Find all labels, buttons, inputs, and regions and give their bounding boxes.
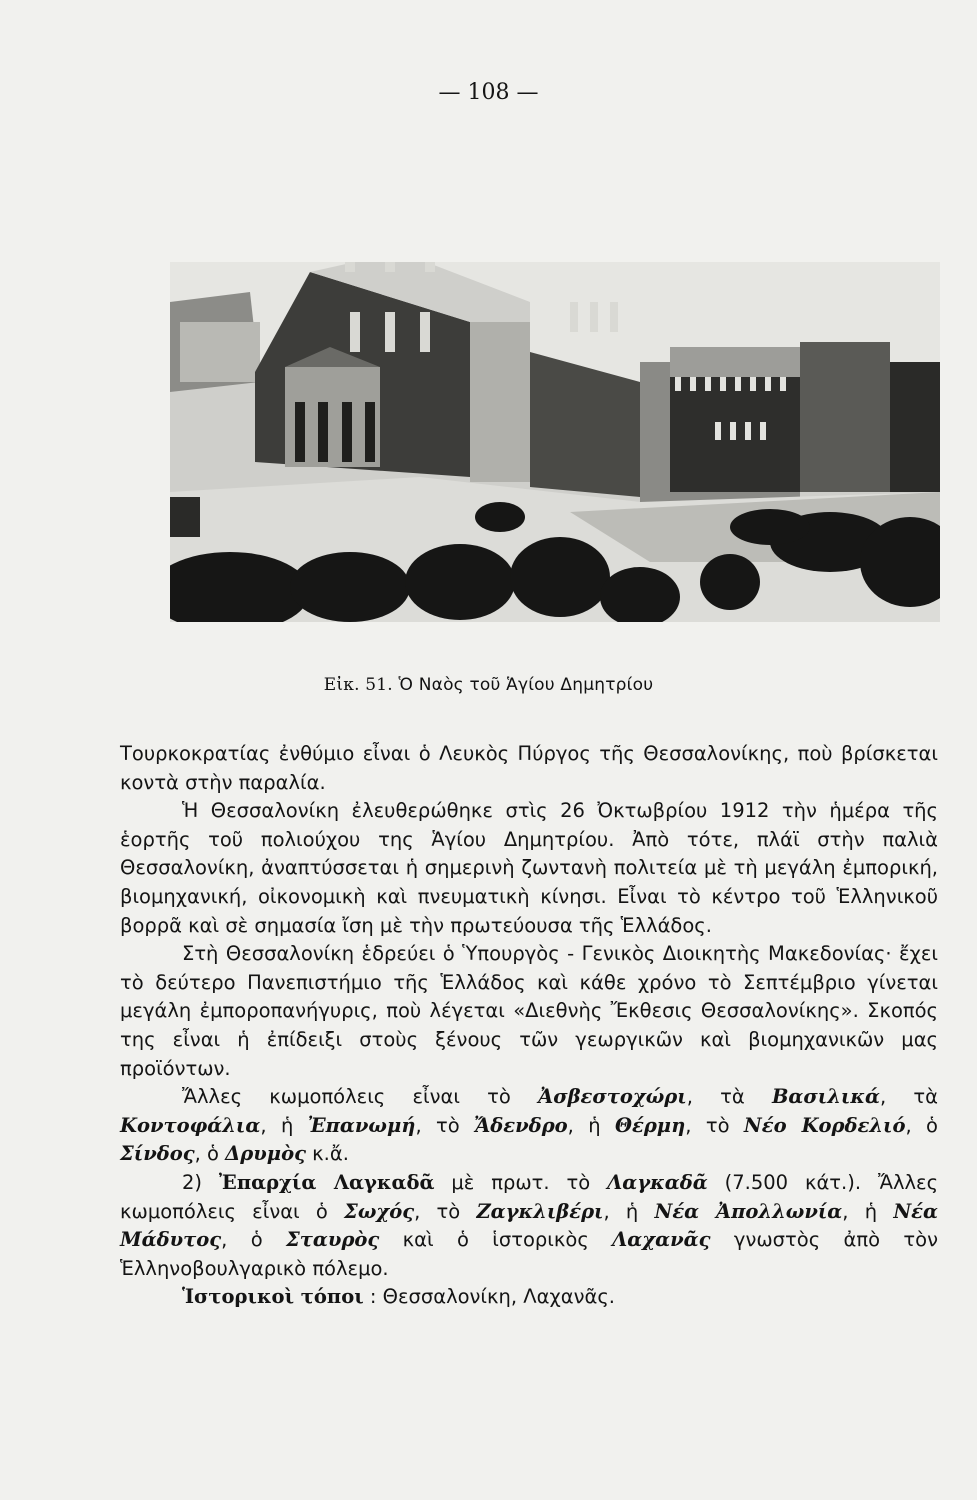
body-text xyxy=(120,740,938,1312)
town-name: Σίνδος xyxy=(120,1142,195,1166)
figure-caption-text: Ὁ Ναὸς τοῦ Ἁγίου Δημητρίου xyxy=(398,675,654,695)
paragraph-historic-sites xyxy=(120,1283,938,1312)
text-run: , ἡ xyxy=(567,1113,615,1137)
town-name: Σωχός xyxy=(344,1199,415,1223)
town-name: Δρυμὸς xyxy=(225,1142,306,1166)
text-run: , ὁ xyxy=(194,1142,226,1166)
text-run: (7.500 κάτ.). Ἄλλες κωμοπόλεις εἶναι ὁ xyxy=(120,1170,939,1223)
town-name: Σταυρὸς xyxy=(286,1228,380,1252)
town-name: Λαχανᾶς xyxy=(612,1228,711,1252)
text-run: , τὸ xyxy=(414,1199,477,1223)
figure-caption xyxy=(0,675,977,695)
town-name: Βασιλικά xyxy=(771,1085,880,1109)
text-run: , ἡ xyxy=(260,1113,308,1137)
town-name: Ἄδενδρο xyxy=(474,1113,568,1137)
church-photograph xyxy=(170,262,940,622)
text-run: κ.ἄ. xyxy=(305,1142,349,1166)
text-run: Ἄλλες κωμοπόλεις εἶναι τὸ xyxy=(182,1085,539,1109)
paragraph-towns xyxy=(120,1083,938,1169)
town-name: Λαγκαδᾶ xyxy=(607,1170,708,1194)
text-run: , τὰ xyxy=(879,1085,938,1109)
text-run: , τὰ xyxy=(686,1085,772,1109)
text-run: , τὸ xyxy=(415,1113,475,1137)
text-run: : Θεσσαλονίκη, Λαχανᾶς. xyxy=(363,1285,615,1309)
province-name: Ἐπαρχία Λαγκαδᾶ xyxy=(218,1170,435,1194)
town-name: Νέο Κορδελιό xyxy=(743,1113,906,1137)
text-run: , ὁ xyxy=(221,1228,287,1252)
text-run: , τὸ xyxy=(685,1113,744,1137)
town-name: Ζαγκλιβέρι xyxy=(476,1199,604,1223)
town-name: Κοντοφάλια xyxy=(120,1113,261,1137)
text-run: , ἡ xyxy=(842,1199,894,1223)
text-run: γνωστὸς ἀπὸ τὸν Ἑλληνοβουλγαρικὸ πόλεμο. xyxy=(120,1228,938,1280)
church-photo-illustration xyxy=(170,262,940,622)
text-run: , ἡ xyxy=(603,1199,655,1223)
paragraph-lagkadas xyxy=(120,1169,938,1283)
text-run: 2) xyxy=(182,1170,219,1194)
town-name: Θέρμη xyxy=(615,1113,686,1137)
text-run: , ὁ xyxy=(905,1113,938,1137)
paragraph-liberation: Ἡ Θεσσαλονίκη ἐλευθερώθηκε στὶς 26 Ὀκτωβρίου 1912 τὴν ἡμέρα τῆς ἑορτῆς τοῦ πολιούχου της Ἁγίου Δημητρίου. Ἀπὸ τότε, πλάϊ στὴν παλιὰ Θεσσαλονίκη, ἀναπτύσσεται ἡ σημερινὴ ζωντανὴ πολιτεία μὲ τὴ μεγάλη ἐμπορική, βιομηχανική, οἰκονομικὴ καὶ πνευματικὴ κίνησι. Εἶναι τὸ κέντρο τοῦ Ἑλληνικοῦ βορρᾶ καὶ σὲ σημασία ἴση μὲ τὴν πρωτεύουσα τῆς Ἑλλάδος. xyxy=(120,799,938,937)
text-run: καὶ ὁ ἱστορικὸς xyxy=(379,1228,613,1252)
paragraph-white-tower: Τουρκοκρατίας ἐνθύμιο εἶναι ὁ Λευκὸς Πύργος τῆς Θεσσαλονίκης, ποὺ βρίσκεται κοντὰ στὴν παραλία. xyxy=(120,742,938,794)
figure-label: Εἰκ. 51. xyxy=(323,675,393,695)
paragraph-administration: Στὴ Θεσσαλονίκη ἑδρεύει ὁ Ὑπουργὸς - Γενικὸς Διοικητὴς Μακεδονίας· ἔχει τὸ δεύτερο Πανεπιστήμιο τῆς Ἑλλάδος καὶ κάθε χρόνο τὸ Σεπτέμβριο γίνεται μεγάλη ἐμποροπανήγυρις, ποὺ λέγεται «Διεθνὴς Ἔκθεσις Θεσσαλονίκης». Σκοπός της εἶναι ἡ ἐπίδειξι στοὺς ξένους τῶν γεωργικῶν καὶ βιομηχανικῶν μας προϊόντων. xyxy=(120,942,938,1080)
text-run: μὲ πρωτ. τὸ xyxy=(434,1170,608,1194)
page-number: — 108 — xyxy=(438,80,539,105)
town-name: Ἀσβεστοχώρι xyxy=(538,1085,687,1109)
town-name: Νέα Μάδυτος xyxy=(120,1199,938,1252)
town-name: Ἐπανωμή xyxy=(307,1113,416,1137)
town-name: Νέα Ἀπολλωνία xyxy=(654,1199,843,1223)
historic-sites-label: Ἱστορικοὶ τόποι xyxy=(182,1285,364,1309)
